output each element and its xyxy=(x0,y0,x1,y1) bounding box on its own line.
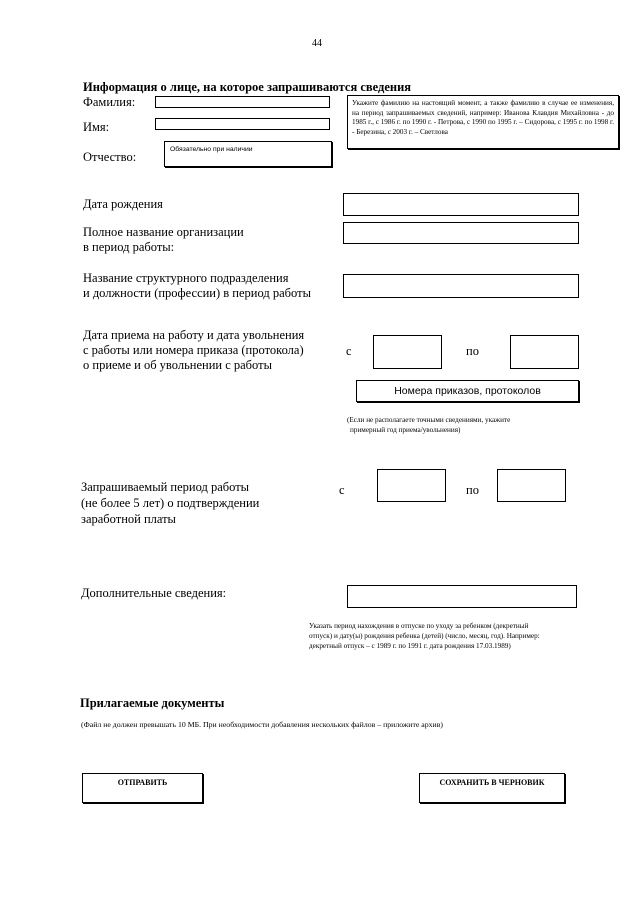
salary-label-line1: Запрашиваемый период работы xyxy=(81,480,250,494)
submit-button-label: ОТПРАВИТЬ xyxy=(117,778,168,787)
employment-to-input[interactable] xyxy=(510,335,579,369)
additional-note-line1: Указать период нахождения в отпуске по уходу за ребенком (декретный xyxy=(309,622,529,630)
additional-note-line3: декретный отпуск – с 1989 г. по 1991 г. дата рождения 17.03.1989) xyxy=(309,642,511,650)
save-draft-button-label: СОХРАНИТЬ В ЧЕРНОВИК xyxy=(439,778,545,787)
employment-label-line1: Дата приема на работу и дата увольнения xyxy=(83,328,305,342)
org-label-line2: в период работы: xyxy=(83,240,175,254)
patronymic-input[interactable] xyxy=(164,141,332,167)
orders-button-label: Номера приказов, протоколов xyxy=(394,385,541,397)
submit-button[interactable] xyxy=(82,773,203,803)
birth-date-input[interactable] xyxy=(343,193,579,216)
organization-input[interactable] xyxy=(343,222,579,244)
surname-label: Фамилия: xyxy=(83,95,136,109)
department-input[interactable] xyxy=(343,274,579,298)
name-label: Имя: xyxy=(83,120,110,134)
section-title: Информация о лице, на которое запрашиваются сведения xyxy=(83,80,412,94)
salary-from-label: с xyxy=(339,483,345,497)
salary-to-input[interactable] xyxy=(497,469,566,502)
attachments-title: Прилагаемые документы xyxy=(80,696,225,710)
attachments-note: (Файл не должен превышать 10 МБ. При необходимости добавления нескольких файлов – приложите архив) xyxy=(81,720,444,729)
employment-to-label: по xyxy=(466,344,479,358)
salary-label-line2: (не более 5 лет) о подтверждении xyxy=(81,496,260,510)
birth-date-label: Дата рождения xyxy=(83,197,163,211)
dept-label-line2: и должности (профессии) в период работы xyxy=(83,286,311,300)
employment-note-line2: примерный год приема/увольнения) xyxy=(350,426,461,434)
patronymic-hint: Обязательно при наличии xyxy=(170,146,253,153)
salary-to-label: по xyxy=(466,483,479,497)
additional-note-line2: отпуск) и дату(ы) рождения ребенка (детей) (число, месяц, год). Например: xyxy=(309,632,540,640)
orders-button[interactable] xyxy=(356,380,579,402)
employment-label-line2: с работы или номера приказа (протокола) xyxy=(83,343,304,357)
employment-from-label: с xyxy=(346,344,352,358)
patronymic-label: Отчество: xyxy=(83,150,137,164)
page-number: 44 xyxy=(312,38,322,49)
employment-label-line3: о приеме и об увольнении с работы xyxy=(83,358,272,372)
dept-label-line1: Название структурного подразделения xyxy=(83,271,289,285)
salary-from-input[interactable] xyxy=(377,469,446,502)
additional-input[interactable] xyxy=(347,585,577,608)
name-input[interactable] xyxy=(155,118,330,130)
save-draft-button[interactable] xyxy=(419,773,565,803)
org-label-line1: Полное название организации xyxy=(83,225,244,239)
additional-label: Дополнительные сведения: xyxy=(81,586,227,600)
salary-label-line3: заработной платы xyxy=(81,512,176,526)
surname-input[interactable] xyxy=(155,96,330,108)
surname-note xyxy=(347,95,619,149)
employment-note-line1: (Если не располагаете точными сведениями, укажите xyxy=(347,416,511,424)
employment-from-input[interactable] xyxy=(373,335,442,369)
surname-note-text: Укажите фамилию на настоящий момент, а также фамилию в случае ее изменения, на период запрашиваемых сведений, например: Иванова Клавдия Михайловна - до 1985 г., с 1986 г. по 1990 г. - Петрова, с 1990 по 1995 г. – Сидорова, с 1995 г. по 1998 г. - Березина, с 2003 г. – Светлова xyxy=(352,99,614,136)
